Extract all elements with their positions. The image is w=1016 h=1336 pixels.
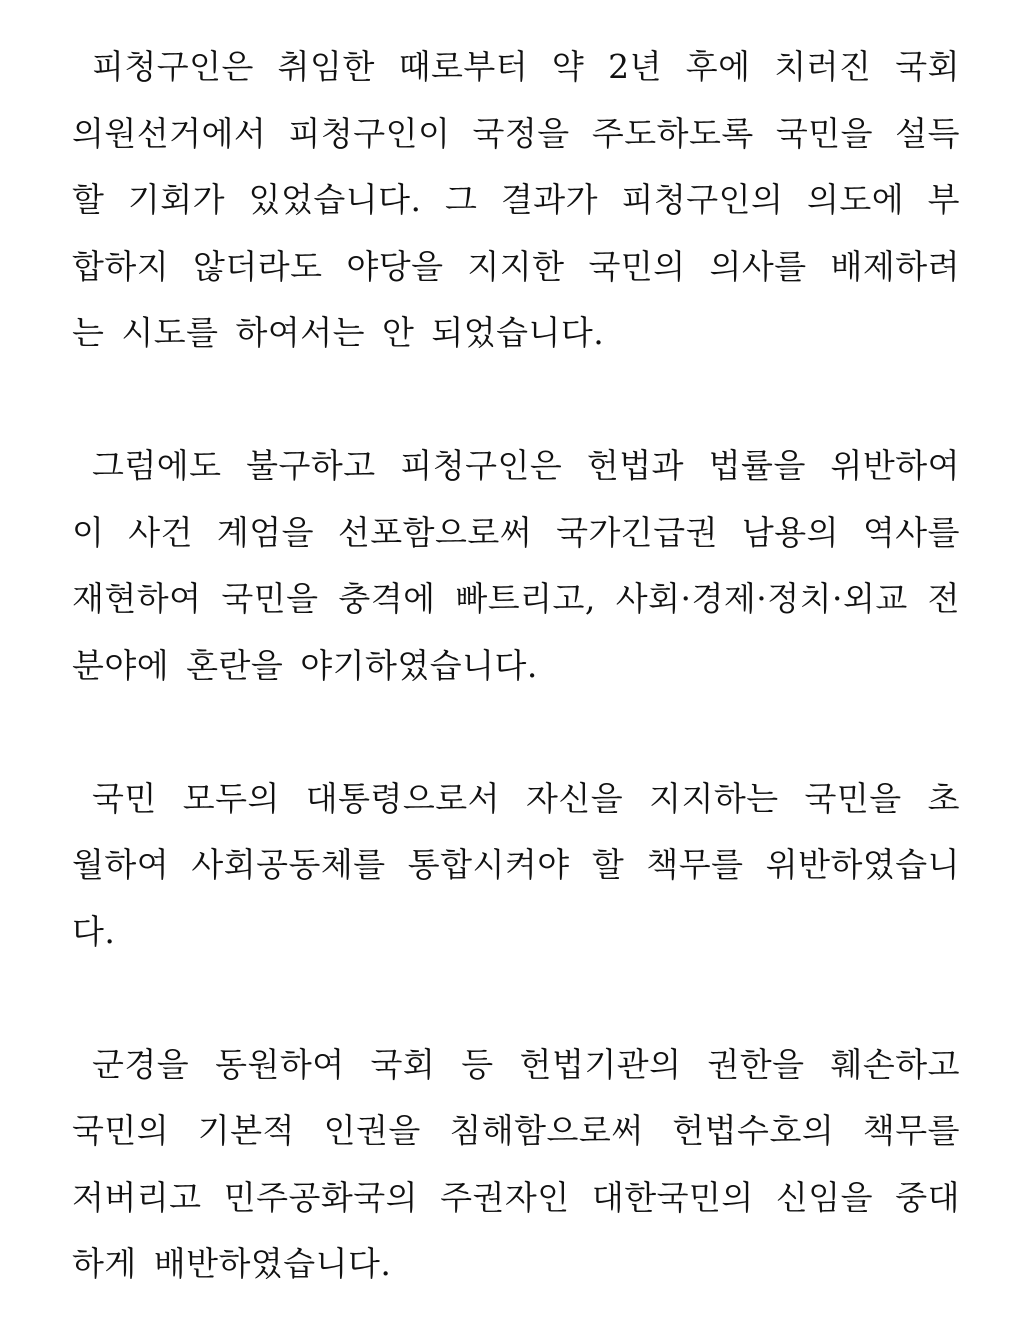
paragraph-4 bbox=[72, 1032, 960, 1298]
text-line: 군경을 동원하여 국회 등 헌법기관의 권한을 훼손하고 bbox=[92, 1044, 960, 1084]
document-body bbox=[72, 34, 960, 1298]
text-line: 재현하여 국민을 충격에 빠트리고, 사회·경제·정치·외교 전 bbox=[72, 579, 960, 618]
text-line: 다. bbox=[72, 911, 116, 951]
paragraph-3 bbox=[72, 766, 960, 966]
text-line: 는 시도를 하여서는 안 되었습니다. bbox=[72, 313, 605, 352]
text-line: 합하지 않더라도 야당을 지지한 국민의 의사를 배제하려 bbox=[72, 246, 960, 286]
paragraph-1 bbox=[72, 34, 960, 367]
text-line: 이 사건 계엄을 선포함으로써 국가긴급권 남용의 역사를 bbox=[72, 512, 960, 552]
text-line: 그럼에도 불구하고 피청구인은 헌법과 법률을 위반하여 bbox=[92, 446, 960, 485]
text-line: 의원선거에서 피청구인이 국정을 주도하도록 국민을 설득 bbox=[72, 113, 960, 153]
text-line: 저버리고 민주공화국의 주권자인 대한국민의 신임을 중대 bbox=[72, 1177, 960, 1217]
text-line: 하게 배반하였습니다. bbox=[72, 1244, 392, 1283]
text-line: 국민 모두의 대통령으로서 자신을 지지하는 국민을 초 bbox=[92, 778, 960, 818]
text-line: 할 기회가 있었습니다. 그 결과가 피청구인의 의도에 부 bbox=[72, 180, 960, 219]
text-line: 피청구인은 취임한 때로부터 약 2년 후에 치러진 국회 bbox=[92, 47, 960, 86]
paragraph-spacer bbox=[72, 367, 960, 434]
text-line: 분야에 혼란을 야기하였습니다. bbox=[72, 645, 538, 685]
text-line: 국민의 기본적 인권을 침해함으로써 헌법수호의 책무를 bbox=[72, 1111, 960, 1150]
paragraph-spacer bbox=[72, 699, 960, 766]
paragraph-spacer bbox=[72, 965, 960, 1032]
paragraph-2 bbox=[72, 433, 960, 699]
text-line: 월하여 사회공동체를 통합시켜야 할 책무를 위반하였습니 bbox=[72, 845, 960, 884]
